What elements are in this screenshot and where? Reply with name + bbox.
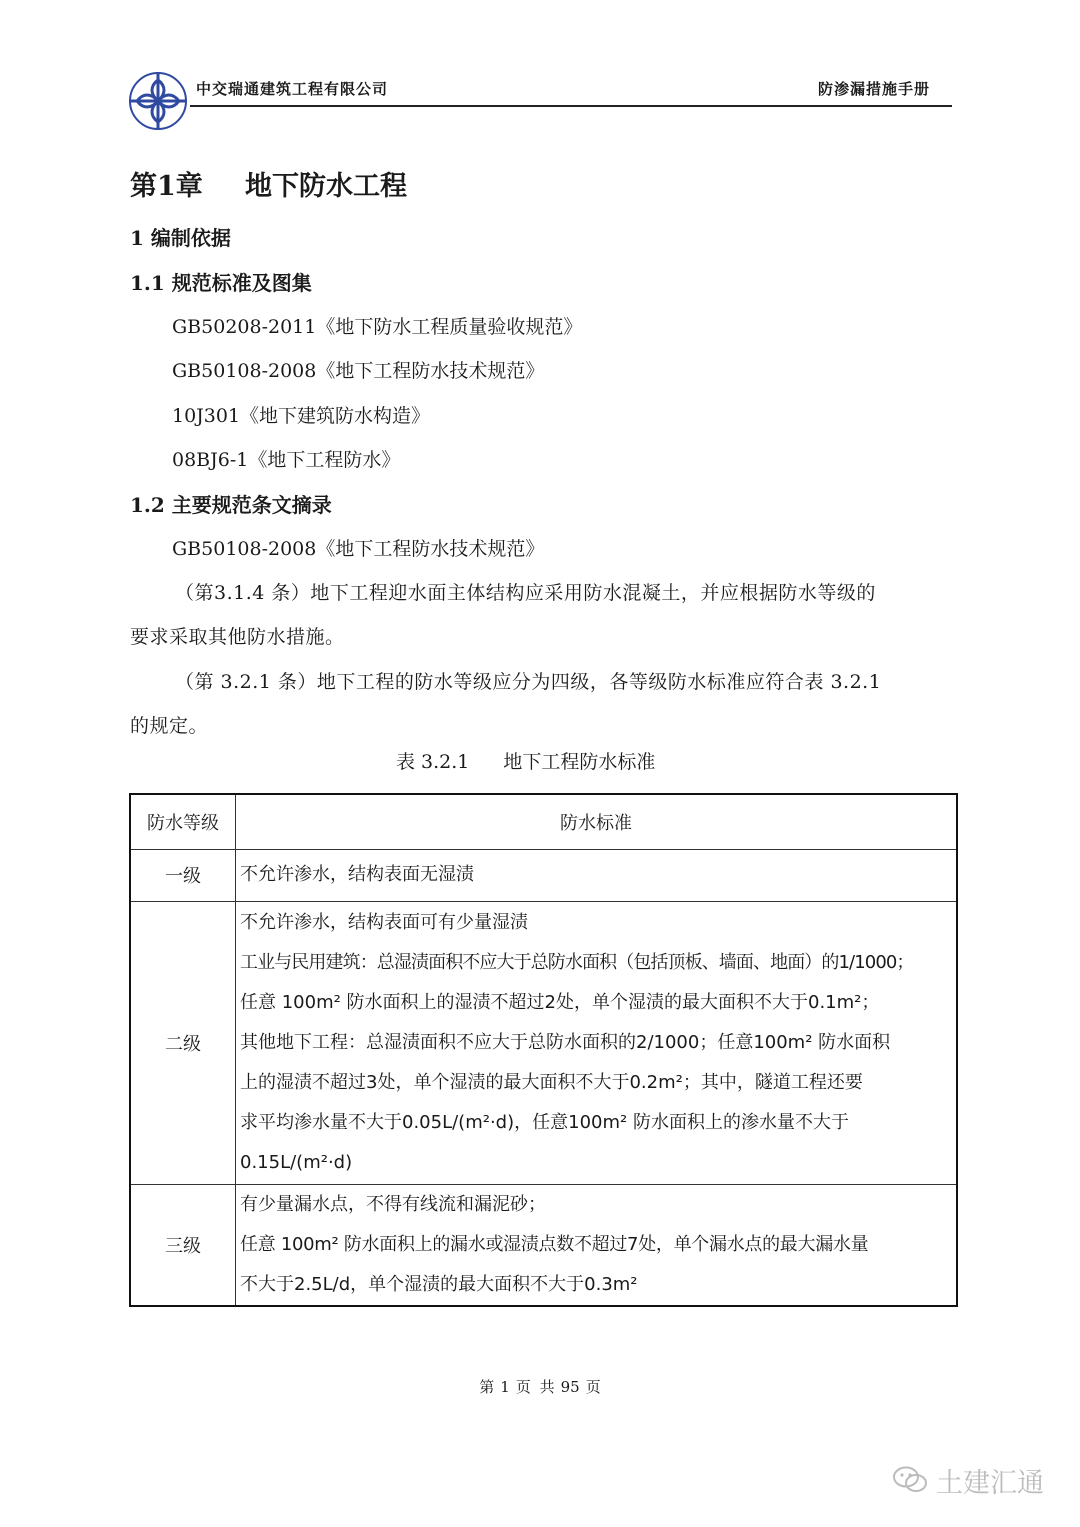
grade-cell: 二级 [130,901,236,1184]
standard-line: 工业与民用建筑：总湿渍面积不应大于总防水面积（包括顶板、墙面、地面）的1/1000； [240,951,914,973]
wechat-icon [892,1465,928,1495]
standard-line: 任意 100m² 防水面积上的漏水或湿渍点数不超过7处，单个漏水点的最大漏水量 [240,1233,869,1255]
standard-line: 上的湿渍不超过3处，单个湿渍的最大面积不大于0.2m²；其中，隧道工程还要 [240,1071,863,1093]
section-1-heading: 1 编制依据 [130,226,231,250]
standard-line: 不大于2.5L/d，单个湿渍的最大面积不大于0.3m² [240,1273,638,1295]
standard-line: 求平均渗水量不大于0.05L/(m²·d)，任意100m² 防水面积上的渗水量不大于 [240,1111,849,1133]
table-caption [396,747,655,774]
standard-ref: GB50208-2011《地下防水工程质量验收规范》 [172,316,583,338]
chapter-title: 地下防水工程 [245,171,407,202]
clause-3-1-4-line-1: （第3.1.4 条）地下工程迎水面主体结构应采用防水混凝土，并应根据防水等级的 [175,582,876,604]
table-caption-number: 表 3.2.1 [396,751,470,773]
clause-3-2-1-line-2: 的规定。 [130,715,209,737]
section-1-1-heading: 1.1 规范标准及图集 [130,271,312,295]
footer-suffix: 页 [585,1378,601,1396]
excerpt-source: GB50108-2008《地下工程防水技术规范》 [172,538,545,560]
page-number: 1 [500,1378,510,1396]
standard-ref: 08BJ6-1《地下工程防水》 [172,449,401,471]
clause-3-2-1-line-1: （第 3.2.1 条）地下工程的防水等级应分为四级，各等级防水标准应符合表 3.2.1 [175,671,882,693]
standard-line: 不允许渗水，结构表面可有少量湿渍 [240,911,528,933]
standard-cell [236,849,958,901]
chapter-heading [130,164,407,203]
header-manual-title: 防渗漏措施手册 [818,80,931,98]
standard-line: 任意 100m² 防水面积上的湿渍不超过2处，单个湿渍的最大面积不大于0.1m²； [240,991,880,1013]
footer-mid: 页 共 [515,1378,555,1396]
table-row [130,901,957,1184]
company-logo [126,68,190,134]
footer-prefix: 第 [479,1378,495,1396]
grade-cell: 三级 [130,1184,236,1306]
standard-line: 不允许渗水，结构表面无湿渍 [240,864,474,885]
chapter-number: 第1章 [130,171,203,202]
watermark-text: 土建汇通 [936,1467,1044,1499]
standard-ref: 10J301《地下建筑防水构造》 [172,405,431,427]
table-caption-title: 地下工程防水标准 [503,751,656,773]
header-company-name: 中交瑞通建筑工程有限公司 [196,80,389,98]
grade-cell: 一级 [130,849,236,901]
waterproof-standard-table [129,793,958,1307]
standard-cell [236,1184,958,1306]
header-standard: 防水标准 [236,794,958,849]
standard-ref: GB50108-2008《地下工程防水技术规范》 [172,360,545,382]
table-header-row [130,794,957,849]
header-divider [190,105,952,107]
standard-line: 其他地下工程：总湿渍面积不应大于总防水面积的2/1000；任意100m² 防水面积 [240,1031,891,1053]
watermark [892,1460,1044,1500]
page-footer [0,1376,1080,1397]
standard-line: 有少量漏水点，不得有线流和漏泥砂； [240,1193,546,1215]
section-1-2-heading: 1.2 主要规范条文摘录 [130,493,332,517]
table-row [130,849,957,901]
standard-cell [236,901,958,1184]
total-pages: 95 [560,1378,580,1396]
standard-line: 0.15L/(m²·d) [240,1151,353,1173]
header-grade: 防水等级 [130,794,236,849]
table-row [130,1184,957,1306]
clause-3-1-4-line-2: 要求采取其他防水措施。 [130,626,345,648]
